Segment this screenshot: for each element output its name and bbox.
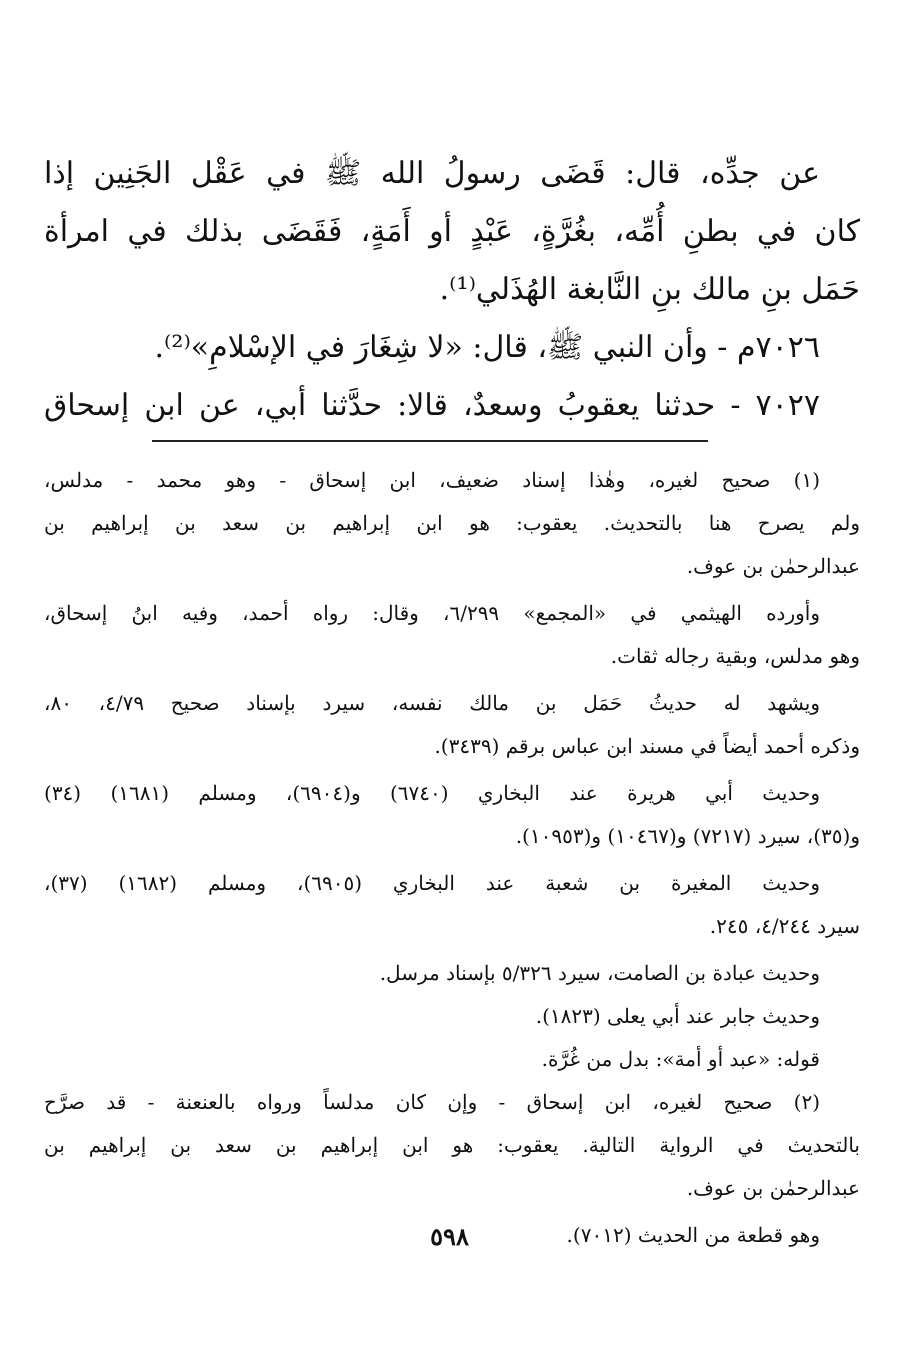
hadith-7027: ٧٠٢٧ - حدثنا يعقوبُ وسعدٌ، قالا: حدَّثنا أبي، عن ابن إسحاق — [44, 388, 820, 423]
footnote-1-line-4: وأورده الهيثمي في «المجمع» ٦/٢٩٩، وقال: رواه أحمد، وفيه ابنُ إسحاق، — [44, 601, 820, 625]
footnote-1-line-13: وحديث جابر عند أبي يعلى (١٨٢٣). — [535, 1004, 820, 1028]
footnote-1-line-7: وذكره أحمد أيضاً في مسند ابن عباس برقم (٣٤٣٩). — [434, 734, 860, 758]
footnote-2-line-3: عبدالرحمٰن بن عوف. — [686, 1176, 860, 1200]
footnote-1-line-10: وحديث المغيرة بن شعبة عند البخاري (٦٩٠٥)، ومسلم (١٦٨٢) (٣٧)، — [44, 871, 820, 895]
footnote-2-line-1: (٢) صحيح لغيره، ابن إسحاق - وإن كان مدلساً ورواه بالعنعنة - قد صرَّح — [44, 1090, 820, 1114]
page-number: ٥٩٨ — [430, 1222, 469, 1251]
footnote-1-line-6: ويشهد له حديثُ حَمَل بن مالك نفسه، سيرد بإسناد صحيح ٤/٧٩، ٨٠، — [44, 691, 821, 715]
footnote-2-line-2: بالتحديث في الرواية التالية. يعقوب: هو ابن إبراهيم بن سعد بن إبراهيم بن — [44, 1133, 860, 1157]
footnote-separator — [152, 440, 708, 442]
footnote-1-line-14: قوله: «عبد أو أمة»: بدل من غُرَّة. — [541, 1047, 820, 1071]
main-line-1: عن جدِّه، قال: قَضَى رسولُ الله ﷺ في عَقْل الجَنِين إذا — [44, 156, 820, 191]
footnote-1-line-2: ولم يصرح هنا بالتحديث. يعقوب: هو ابن إبراهيم بن سعد بن إبراهيم بن — [44, 511, 860, 535]
footnote-1-line-1: (١) صحيح لغيره، وهٰذا إسناد ضعيف، ابن إسحاق - وهو محمد - مدلس، — [44, 468, 820, 492]
footnote-1-line-9: و(٣٥)، سيرد (٧٢١٧) و(١٠٤٦٧) و(١٠٩٥٣). — [515, 824, 860, 848]
footnote-1-line-12: وحديث عبادة بن الصامت، سيرد ٥/٣٢٦ بإسناد مرسل. — [379, 961, 820, 985]
footnotes — [44, 459, 860, 1257]
main-text — [44, 145, 860, 435]
footnote-1-line-5: وهو مدلس، وبقية رجاله ثقات. — [610, 644, 860, 668]
main-line-2: كان في بطنِ أُمِّه، بغُرَّةٍ، عَبْدٍ أو أَمَةٍ، فَقَضَى بذلك في امرأة — [44, 214, 860, 249]
hadith-7026m: ٧٠٢٦م - وأن النبي ﷺ، قال: «لا شِغَارَ في الإسْلامِ»⁽²⁾. — [154, 330, 820, 365]
footnote-1-line-8: وحديث أبي هريرة عند البخاري (٦٧٤٠) و(٦٩٠٤)، ومسلم (١٦٨١) (٣٤) — [44, 781, 820, 805]
footnote-1-line-11: سيرد ٤/٢٤٤، ٢٤٥. — [709, 914, 860, 938]
footnote-1-line-3: عبدالرحمٰن بن عوف. — [686, 554, 860, 578]
main-line-3: حَمَل بنِ مالك بنِ النَّابغة الهُذَلي⁽¹⁾. — [439, 272, 860, 307]
footnote-2-line-4: وهو قطعة من الحديث (٧٠١٢). — [566, 1223, 820, 1247]
